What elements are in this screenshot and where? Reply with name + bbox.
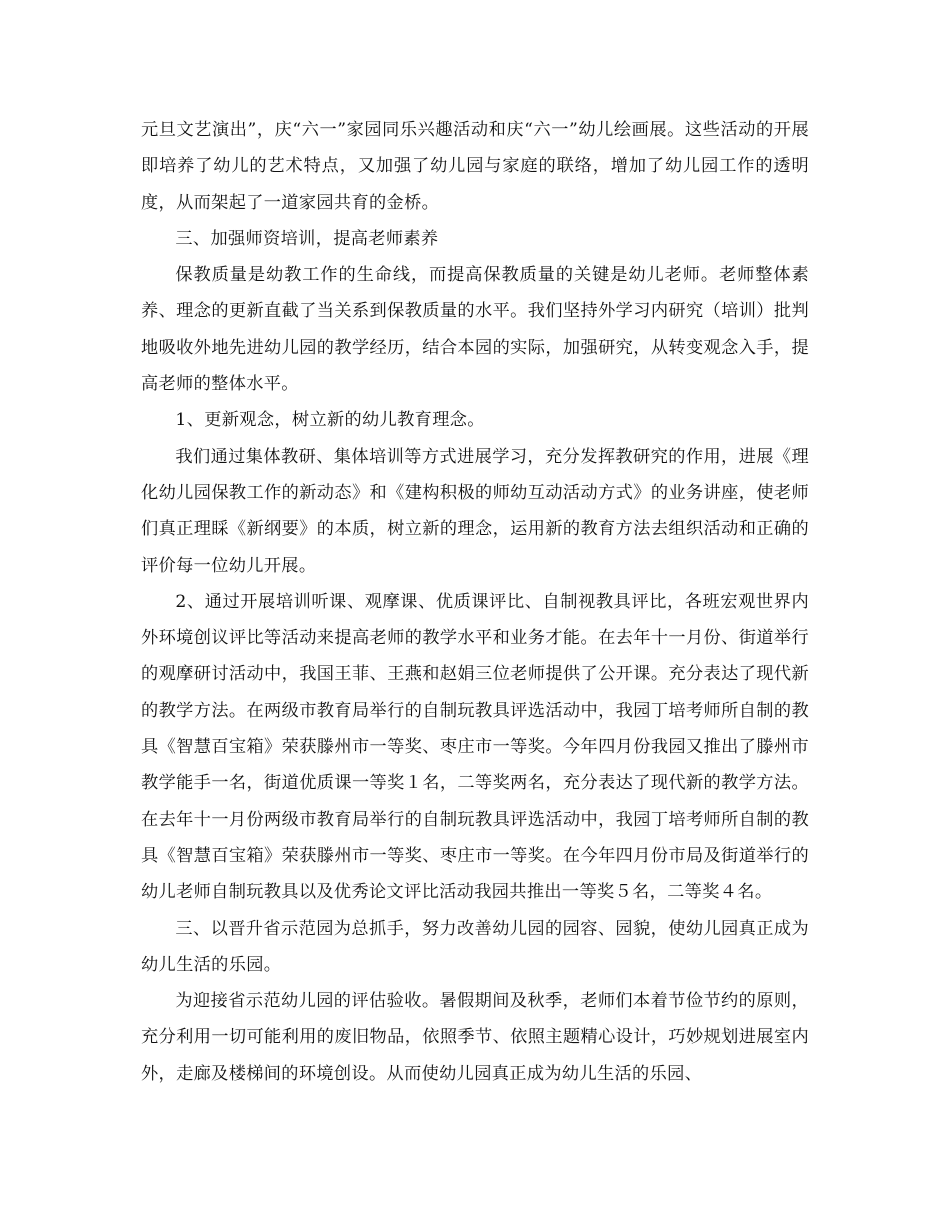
document-body [141, 112, 809, 1092]
subheading-update-concepts: 1、更新观念，树立新的幼儿教育理念。 [175, 410, 485, 431]
paragraph-continued: 元旦文艺演出”，庆“六一”家园同乐兴趣活动和庆“六一”幼儿绘画展。这些活动的开展即培养了幼儿的艺术特点，又加强了幼儿园与家庭的联络，增加了幼儿园工作的透明度，从而架起了一道家园共育的金桥。 [141, 120, 809, 213]
section-heading-demonstration-kindergarten: 三、以晋升省示范园为总抓手，努力改善幼儿园的园容、园貌，使幼儿园真正成为幼儿生活的乐园。 [141, 918, 809, 975]
paragraph-environment-creation: 为迎接省示范幼儿园的评估验收。暑假期间及秋季，老师们本着节俭节约的原则，充分利用一切可能利用的废旧物品，依照季节、依照主题精心设计，巧妙规划进展室内外，走廊及楼梯间的环境创设。从而使幼儿园真正成为幼儿生活的乐园、 [141, 991, 809, 1084]
paragraph-training-activities: 2、通过开展培训听课、观摩课、优质课评比、自制视教具评比，各班宏观世界内外环境创议评比等活动来提高老师的教学水平和业务才能。在去年十一月份、街道举行的观摩研讨活动中，我国王菲、王燕和赵娟三位老师提供了公开课。充分表达了现代新的教学方法。在两级市教育局举行的自制玩教具评选活动中，我园丁培考师所自制的教具《智慧百宝箱》荣获滕州市一等奖、枣庄市一等奖。今年四月份我园又推出了滕州市教学能手一名，街道优质课一等奖１名，二等奖两名，充分表达了现代新的教学方法。在去年十一月份两级市教育局举行的自制玩教具评选活动中，我园丁培考师所自制的教具《智慧百宝箱》荣获滕州市一等奖、枣庄市一等奖。在今年四月份市局及街道举行的幼儿老师自制玩教具以及优秀论文评比活动我园共推出一等奖５名，二等奖４名。 [141, 591, 809, 903]
section-heading-teacher-training: 三、加强师资培训，提高老师素养 [175, 228, 439, 249]
paragraph-teaching-quality: 保教质量是幼教工作的生命线，而提高保教质量的关键是幼儿老师。老师整体素养、理念的更新直截了当关系到保教质量的水平。我们坚持外学习内研究（培训）批判地吸收外地先进幼儿园的教学经历，结合本园的实际，加强研究，从转变观念入手，提高老师的整体水平。 [141, 265, 809, 395]
paragraph-collective-research: 我们通过集体教研、集体培训等方式进展学习，充分发挥教研究的作用，进展《理化幼儿园保教工作的新动态》和《建构积极的师幼互动活动方式》的业务讲座，使老师们真正理睬《新纲要》的本质，树立新的理念，运用新的教育方法去组织活动和正确的评价每一位幼儿开展。 [141, 446, 809, 576]
